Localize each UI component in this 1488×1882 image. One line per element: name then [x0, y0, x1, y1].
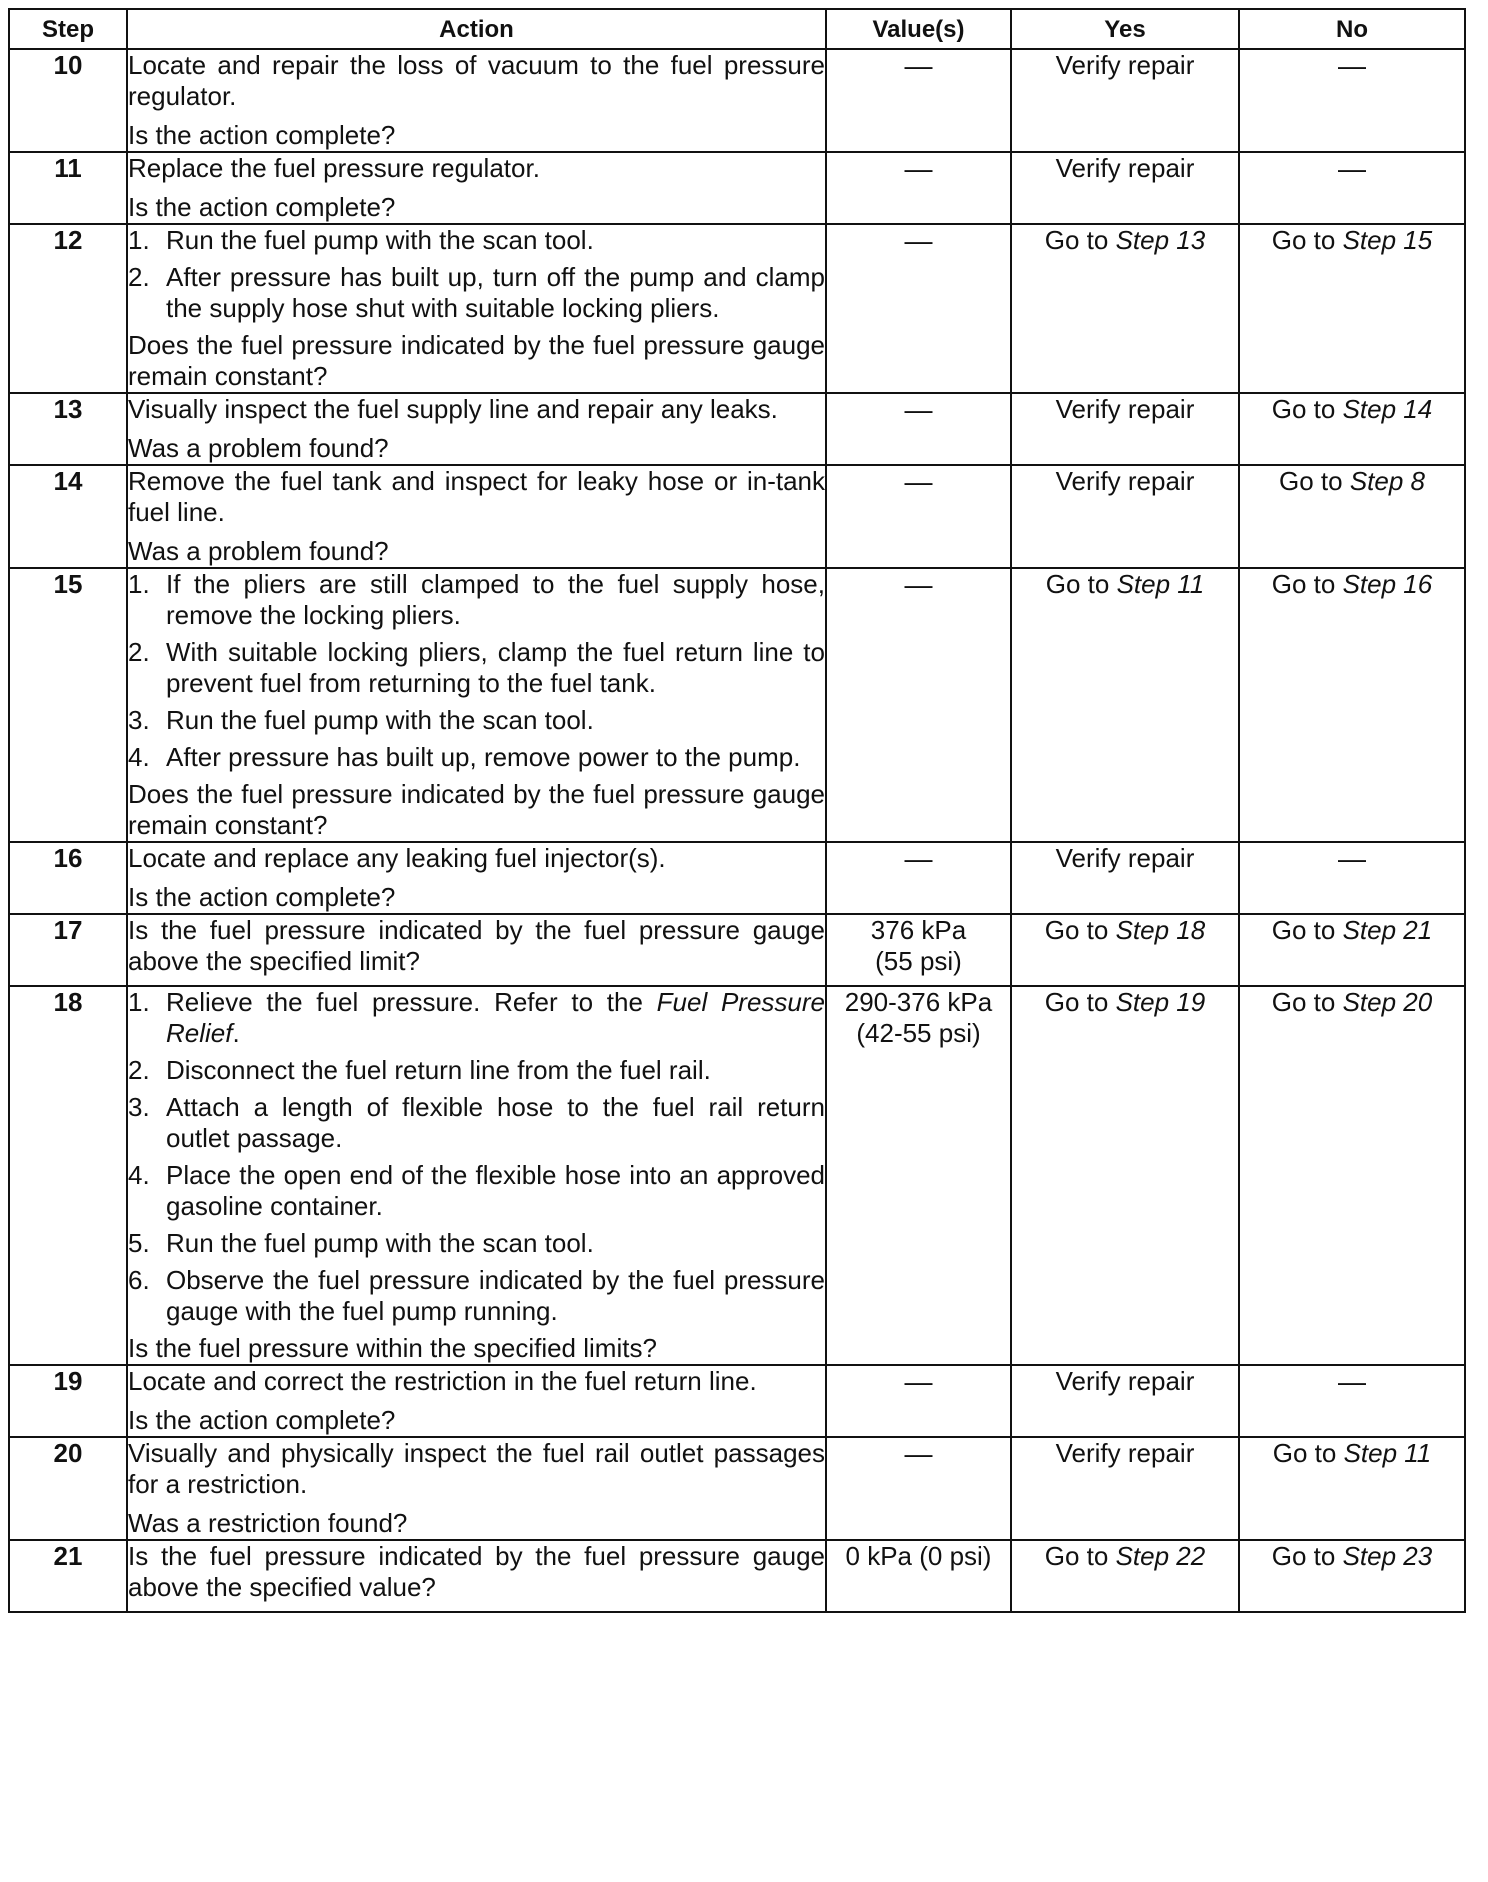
- yes-cell: [1011, 224, 1239, 393]
- list-item-number: 1.: [128, 225, 150, 255]
- list-item: [128, 569, 825, 631]
- action-question: Was a restriction found?: [128, 1508, 408, 1538]
- step-link[interactable]: Step 11: [1116, 569, 1205, 599]
- yes-cell: Verify repair: [1011, 393, 1239, 465]
- step-link[interactable]: Step 23: [1342, 1541, 1433, 1571]
- list-item-number: 6.: [128, 1265, 150, 1295]
- step-link[interactable]: Step 20: [1342, 987, 1433, 1017]
- value-cell: [826, 914, 1011, 986]
- step-link[interactable]: Step 21: [1342, 915, 1433, 945]
- value-cell: —: [826, 393, 1011, 465]
- step-link[interactable]: Step 16: [1342, 569, 1433, 599]
- yes-cell: [1011, 986, 1239, 1365]
- step-link[interactable]: Step 14: [1342, 394, 1433, 424]
- list-item-text: Run the fuel pump with the scan tool.: [166, 705, 594, 735]
- action-cell: [127, 1437, 826, 1540]
- value-cell: —: [826, 152, 1011, 224]
- no-cell: —: [1239, 842, 1465, 914]
- goto-label: Go to: [1271, 394, 1343, 424]
- action-cell: [127, 568, 826, 842]
- list-item: [128, 637, 825, 699]
- action-cell: [127, 465, 826, 568]
- table-row: [9, 49, 1465, 152]
- goto-label: Go to: [1271, 987, 1343, 1017]
- goto-label: Go to: [1044, 987, 1116, 1017]
- yes-cell: Verify repair: [1011, 49, 1239, 152]
- goto-label: Go to: [1279, 466, 1350, 496]
- step-number: 14: [9, 465, 127, 568]
- table-row: [9, 842, 1465, 914]
- value-psi: (42-55 psi): [856, 1018, 981, 1048]
- header-values: Value(s): [826, 9, 1011, 49]
- action-question: Is the action complete?: [128, 192, 396, 222]
- no-cell: [1239, 914, 1465, 986]
- table-row: [9, 393, 1465, 465]
- step-number: 13: [9, 393, 127, 465]
- no-cell: [1239, 568, 1465, 842]
- list-item-text: [166, 987, 825, 1049]
- list-item-text: Attach a length of flexible hose to the fuel rail return outlet passage.: [166, 1092, 825, 1153]
- step-link[interactable]: Step 13: [1115, 225, 1206, 255]
- list-item-number: 2.: [128, 262, 150, 292]
- step-number: 11: [9, 152, 127, 224]
- table-row: [9, 1437, 1465, 1540]
- step-number: 20: [9, 1437, 127, 1540]
- action-cell: [127, 1365, 826, 1437]
- no-cell: —: [1239, 152, 1465, 224]
- action-cell: [127, 986, 826, 1365]
- goto-label: Go to: [1271, 225, 1343, 255]
- list-item-text: Observe the fuel pressure indicated by the fuel pressure gauge with the fuel pump running.: [166, 1265, 825, 1326]
- list-item-number: 1.: [128, 569, 150, 599]
- step-link[interactable]: Step 22: [1115, 1541, 1206, 1571]
- list-item-number: 5.: [128, 1228, 150, 1258]
- yes-cell: [1011, 914, 1239, 986]
- list-item-text: If the pliers are still clamped to the fuel supply hose, remove the locking pliers.: [166, 569, 825, 630]
- list-item-number: 4.: [128, 1160, 150, 1190]
- action-steps-list: [128, 569, 825, 773]
- action-question: Does the fuel pressure indicated by the fuel pressure gauge remain constant?: [128, 779, 825, 840]
- goto-label: Go to: [1272, 1438, 1344, 1468]
- value-cell: [826, 986, 1011, 1365]
- table-row: [9, 465, 1465, 568]
- table-row: [9, 914, 1465, 986]
- list-item: [128, 1055, 825, 1086]
- no-cell: [1239, 1540, 1465, 1612]
- list-item: [128, 705, 825, 736]
- yes-cell: [1011, 568, 1239, 842]
- value-cell: —: [826, 568, 1011, 842]
- yes-cell: [1011, 1540, 1239, 1612]
- value-kpa: 290-376 kPa: [844, 987, 993, 1017]
- list-item-text: After pressure has built up, remove power to the pump.: [166, 742, 801, 772]
- goto-label: Go to: [1271, 915, 1343, 945]
- action-cell: [127, 49, 826, 152]
- list-item: [128, 1228, 825, 1259]
- value-cell: —: [826, 842, 1011, 914]
- step-number: 10: [9, 49, 127, 152]
- list-item-text: After pressure has built up, turn off the pump and clamp the supply hose shut with suitable locking pliers.: [166, 262, 825, 323]
- value-cell: 0 kPa (0 psi): [826, 1540, 1011, 1612]
- action-question: Is the fuel pressure indicated by the fuel pressure gauge above the specified limit?: [128, 915, 825, 976]
- action-question: Is the fuel pressure within the specified limits?: [128, 1333, 657, 1363]
- step-number: 17: [9, 914, 127, 986]
- yes-cell: Verify repair: [1011, 1365, 1239, 1437]
- list-item: [128, 225, 825, 256]
- step-number: 21: [9, 1540, 127, 1612]
- no-cell: —: [1239, 1365, 1465, 1437]
- action-text: Replace the fuel pressure regulator.: [128, 153, 540, 183]
- table-row: [9, 986, 1465, 1365]
- list-item-number: 1.: [128, 987, 150, 1017]
- value-cell: —: [826, 49, 1011, 152]
- step-number: 12: [9, 224, 127, 393]
- value-cell: —: [826, 224, 1011, 393]
- action-cell: [127, 393, 826, 465]
- yes-cell: Verify repair: [1011, 465, 1239, 568]
- list-item: [128, 262, 825, 324]
- header-step: Step: [9, 9, 127, 49]
- list-item: [128, 987, 825, 1049]
- step-link[interactable]: Step 11: [1343, 1438, 1432, 1468]
- list-item-number: 4.: [128, 742, 150, 772]
- action-steps-list: [128, 225, 825, 324]
- no-cell: [1239, 393, 1465, 465]
- list-item-number: 3.: [128, 705, 150, 735]
- action-cell: [127, 224, 826, 393]
- step-number: 16: [9, 842, 127, 914]
- list-item-text-part: Relieve the fuel pressure. Refer to the: [166, 987, 657, 1017]
- action-cell: [127, 914, 826, 986]
- action-text: Locate and replace any leaking fuel injector(s).: [128, 843, 666, 873]
- goto-label: Go to: [1044, 1541, 1116, 1571]
- action-text: Locate and repair the loss of vacuum to the fuel pressure regulator.: [128, 50, 825, 111]
- action-question: Is the action complete?: [128, 1405, 396, 1435]
- no-cell: [1239, 224, 1465, 393]
- goto-label: Go to: [1044, 225, 1116, 255]
- step-link[interactable]: Step 8: [1349, 466, 1425, 496]
- goto-label: Go to: [1044, 915, 1116, 945]
- step-link[interactable]: Step 19: [1115, 987, 1206, 1017]
- list-item: [128, 1092, 825, 1154]
- action-question: Is the action complete?: [128, 882, 396, 912]
- action-question: Was a problem found?: [128, 536, 389, 566]
- list-item: [128, 1265, 825, 1327]
- value-cell: —: [826, 1437, 1011, 1540]
- action-text: Remove the fuel tank and inspect for leaky hose or in-tank fuel line.: [128, 466, 825, 527]
- action-text: Visually inspect the fuel supply line and repair any leaks.: [128, 394, 778, 424]
- table-row: [9, 224, 1465, 393]
- step-link[interactable]: Step 15: [1342, 225, 1433, 255]
- list-item-text: With suitable locking pliers, clamp the fuel return line to prevent fuel from returning to the fuel tank.: [166, 637, 825, 698]
- step-link[interactable]: Step 18: [1115, 915, 1206, 945]
- list-item-number: 2.: [128, 637, 150, 667]
- procedure-reference-link[interactable]: Fuel Pressure Relief: [166, 987, 825, 1048]
- yes-cell: Verify repair: [1011, 1437, 1239, 1540]
- yes-cell: Verify repair: [1011, 152, 1239, 224]
- diagnostic-procedure-table: [8, 8, 1466, 1613]
- header-yes: Yes: [1011, 9, 1239, 49]
- list-item: [128, 742, 825, 773]
- header-no: No: [1239, 9, 1465, 49]
- list-item-text: Place the open end of the flexible hose into an approved gasoline container.: [166, 1160, 825, 1221]
- value-cell: —: [826, 1365, 1011, 1437]
- goto-label: Go to: [1271, 569, 1343, 599]
- yes-cell: Verify repair: [1011, 842, 1239, 914]
- action-question: Was a problem found?: [128, 433, 389, 463]
- action-question: Is the fuel pressure indicated by the fuel pressure gauge above the specified value?: [128, 1541, 825, 1602]
- action-question: Does the fuel pressure indicated by the fuel pressure gauge remain constant?: [128, 330, 825, 391]
- action-cell: [127, 1540, 826, 1612]
- action-question: Is the action complete?: [128, 120, 396, 150]
- action-text: Locate and correct the restriction in the fuel return line.: [128, 1366, 757, 1396]
- value-kpa: 376 kPa: [870, 915, 967, 945]
- table-row: [9, 568, 1465, 842]
- no-cell: [1239, 1437, 1465, 1540]
- header-action: Action: [127, 9, 826, 49]
- list-item-text: Run the fuel pump with the scan tool.: [166, 225, 594, 255]
- step-number: 18: [9, 986, 127, 1365]
- value-cell: —: [826, 465, 1011, 568]
- no-cell: [1239, 465, 1465, 568]
- value-psi: (55 psi): [875, 946, 962, 976]
- table-row: [9, 1540, 1465, 1612]
- table-row: [9, 152, 1465, 224]
- table-header-row: [9, 9, 1465, 49]
- action-text: Visually and physically inspect the fuel rail outlet passages for a restriction.: [128, 1438, 825, 1499]
- action-cell: [127, 842, 826, 914]
- list-item-text: Run the fuel pump with the scan tool.: [166, 1228, 594, 1258]
- list-item: [128, 1160, 825, 1222]
- no-cell: —: [1239, 49, 1465, 152]
- goto-label: Go to: [1045, 569, 1117, 599]
- action-steps-list: [128, 987, 825, 1327]
- step-number: 15: [9, 568, 127, 842]
- step-number: 19: [9, 1365, 127, 1437]
- no-cell: [1239, 986, 1465, 1365]
- list-item-text-end: .: [232, 1018, 240, 1048]
- list-item-number: 3.: [128, 1092, 150, 1122]
- table-row: [9, 1365, 1465, 1437]
- list-item-number: 2.: [128, 1055, 150, 1085]
- action-cell: [127, 152, 826, 224]
- list-item-text: Disconnect the fuel return line from the fuel rail.: [166, 1055, 711, 1085]
- goto-label: Go to: [1271, 1541, 1343, 1571]
